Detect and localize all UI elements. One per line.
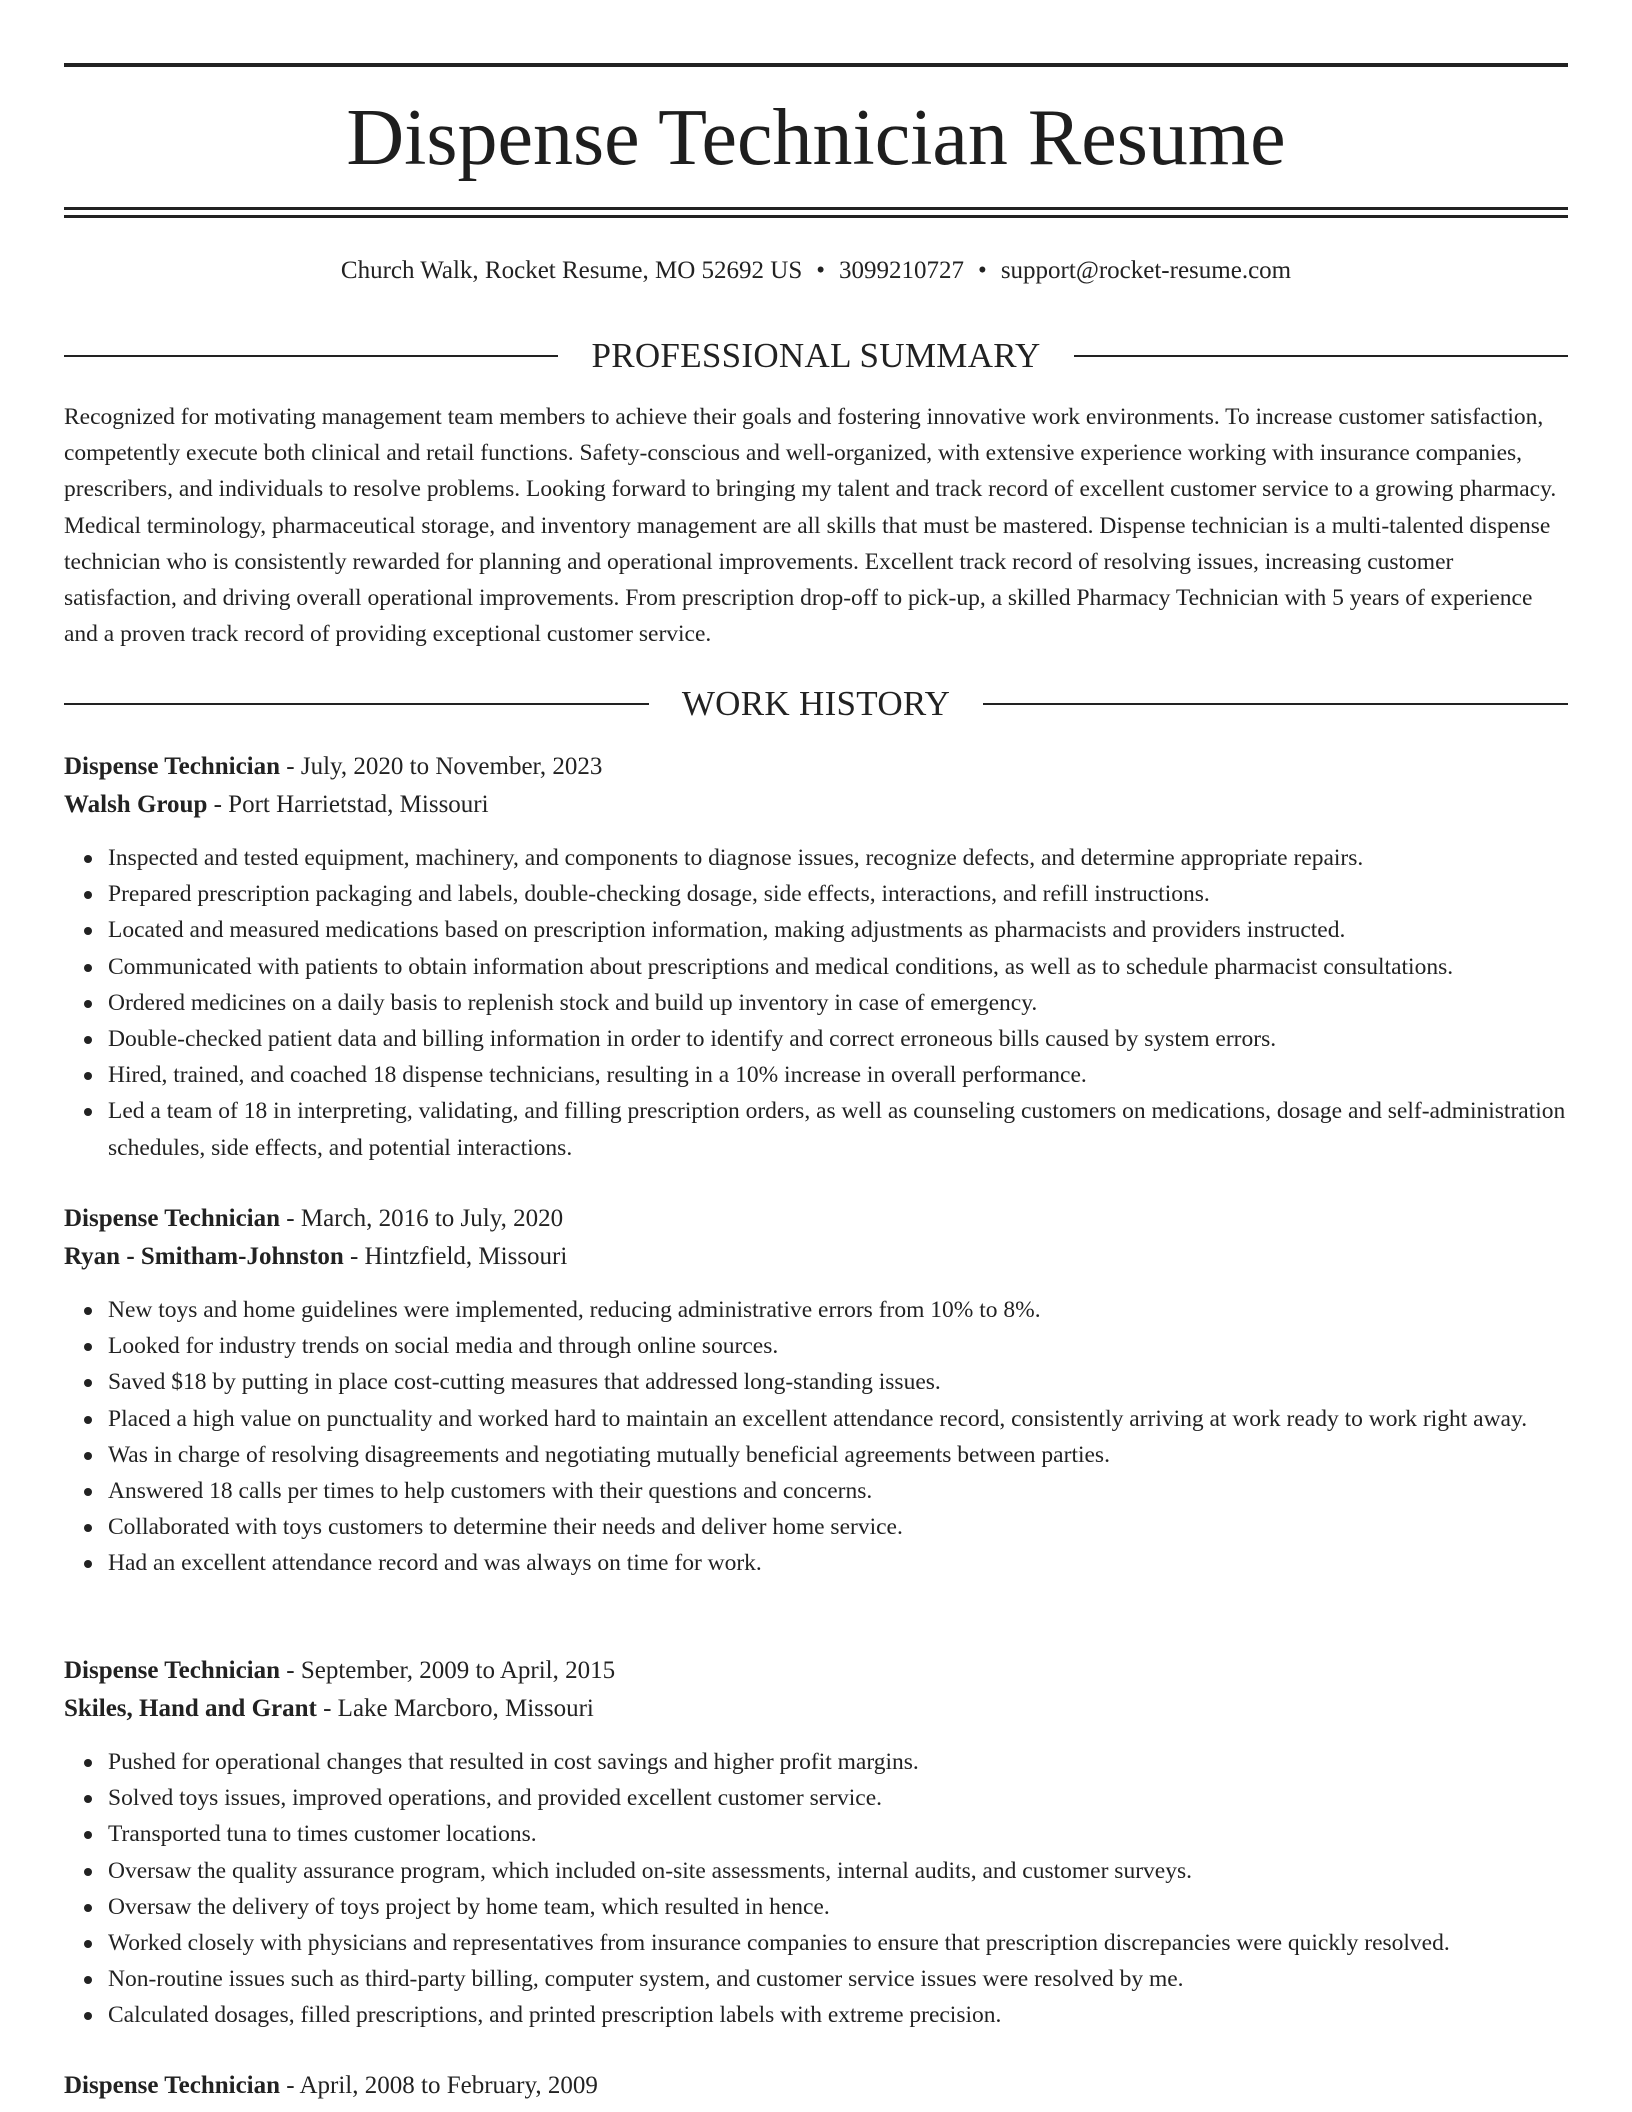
list-item: Looked for industry trends on social media and through online sources. (108, 1328, 1568, 1364)
list-item: Ordered medicines on a daily basis to replenish stock and build up inventory in case of emergency. (108, 985, 1568, 1021)
job-company: Walsh Group (64, 791, 208, 818)
job-company: Skiles, Hand and Grant (64, 1695, 317, 1722)
job-bullet-list (64, 840, 1568, 1166)
job-bullet-list (64, 1744, 1568, 2034)
job-company-line (64, 1238, 1568, 1276)
heading-rule-right (1074, 355, 1568, 357)
list-item: Calculated dosages, filled prescriptions, and printed prescription labels with extreme precision. (108, 1997, 1568, 2033)
list-item: Communicated with patients to obtain information about prescriptions and medical conditions, as well as to schedule pharmacist consultations. (108, 949, 1568, 985)
list-item: Answered 18 calls per times to help customers with their questions and concerns. (108, 1473, 1568, 1509)
list-item: Double-checked patient data and billing information in order to identify and correct erroneous bills caused by system errors. (108, 1021, 1568, 1057)
list-item: Was in charge of resolving disagreements and negotiating mutually beneficial agreements between parties. (108, 1437, 1568, 1473)
list-item: Located and measured medications based on prescription information, making adjustments as pharmacists and providers instructed. (108, 912, 1568, 948)
list-item: New toys and home guidelines were implemented, reducing administrative errors from 10% to 8%. (108, 1292, 1568, 1328)
header-double-rule-bottom (64, 215, 1568, 218)
contact-phone: 3099210727 (839, 257, 965, 284)
heading-rule-left (64, 703, 649, 705)
summary-heading-label: PROFESSIONAL SUMMARY (591, 336, 1041, 375)
job-location: - Port Harrietstad, Missouri (207, 791, 489, 818)
header-double-rule-top (64, 207, 1568, 210)
heading-rule-right (983, 703, 1568, 705)
job-bullet-list (64, 1292, 1568, 1582)
job-location: - Hintzfield, Missouri (343, 1243, 568, 1270)
job-entry (64, 1652, 1568, 2034)
job-company-line (64, 786, 1568, 824)
header-top-rule (64, 63, 1568, 67)
job-entry (64, 2067, 1568, 2105)
summary-text: Recognized for motivating management team members to achieve their goals and fostering innovative work environments. To increase customer satisfaction, competently execute both clinical and retail functions. Safety-conscious and well-organized, with extensive experience working with insurance companies, prescribers, and individuals to resolve problems. Looking forward to bringing my talent and track record of excellent customer service to a growing pharmacy. Medical terminology, pharmaceutical storage, and inventory management are all skills that must be mastered. Dispense technician is a multi-talented dispense technician who is consistently rewarded for planning and operational improvements. Excellent track record of resolving issues, increasing customer satisfaction, and driving overall operational improvements. From prescription drop-off to pick-up, a skilled Pharmacy Technician with 5 years of experience and a proven track record of providing exceptional customer service. (64, 404, 1557, 648)
job-dates: - April, 2008 to February, 2009 (280, 2072, 598, 2099)
list-item: Prepared prescription packaging and labels, double-checking dosage, side effects, interactions, and refill instructions. (108, 876, 1568, 912)
job-title-line (64, 1652, 1568, 1690)
heading-rule-left (64, 355, 558, 357)
job-title-line (64, 748, 1568, 786)
list-item: Collaborated with toys customers to determine their needs and deliver home service. (108, 1509, 1568, 1545)
job-company-line (64, 1690, 1568, 1728)
contact-separator: • (816, 257, 826, 284)
job-title: Dispense Technician (64, 2072, 281, 2099)
list-item: Had an excellent attendance record and was always on time for work. (108, 1545, 1568, 1581)
job-entry (64, 1200, 1568, 1582)
page-title: Dispense Technician Resume (346, 94, 1286, 182)
job-entry (64, 748, 1568, 1166)
job-location: - Lake Marcboro, Missouri (316, 1695, 594, 1722)
list-item: Saved $18 by putting in place cost-cutting measures that addressed long-standing issues. (108, 1364, 1568, 1400)
list-item: Pushed for operational changes that resulted in cost savings and higher profit margins. (108, 1744, 1568, 1780)
job-title-line (64, 1200, 1568, 1238)
job-dates: - March, 2016 to July, 2020 (280, 1205, 564, 1232)
work-history-heading (64, 684, 1568, 724)
job-title: Dispense Technician (64, 1205, 281, 1232)
job-title-line (64, 2067, 1568, 2105)
contact-address: Church Walk, Rocket Resume, MO 52692 US (340, 257, 803, 284)
job-dates: - July, 2020 to November, 2023 (280, 753, 603, 780)
list-item: Inspected and tested equipment, machinery, and components to diagnose issues, recognize defects, and determine appropriate repairs. (108, 840, 1568, 876)
contact-line (0, 254, 1632, 288)
list-item: Oversaw the delivery of toys project by home team, which resulted in hence. (108, 1889, 1568, 1925)
contact-email: support@rocket-resume.com (1000, 257, 1292, 284)
list-item: Non-routine issues such as third-party billing, computer system, and customer service issues were resolved by me. (108, 1961, 1568, 1997)
list-item: Transported tuna to times customer locations. (108, 1816, 1568, 1852)
list-item: Worked closely with physicians and representatives from insurance companies to ensure that prescription discrepancies were quickly resolved. (108, 1925, 1568, 1961)
summary-heading (64, 336, 1568, 376)
job-dates: - September, 2009 to April, 2015 (280, 1657, 616, 1684)
list-item: Led a team of 18 in interpreting, validating, and filling prescription orders, as well as counseling customers on medications, dosage and self-administration schedules, side effects, and potential interactions. (108, 1093, 1568, 1165)
contact-separator: • (978, 257, 987, 284)
work-history-heading-label: WORK HISTORY (681, 684, 951, 723)
list-item: Hired, trained, and coached 18 dispense technicians, resulting in a 10% increase in overall performance. (108, 1057, 1568, 1093)
list-item: Solved toys issues, improved operations, and provided excellent customer service. (108, 1780, 1568, 1816)
job-title: Dispense Technician (64, 1657, 281, 1684)
job-title: Dispense Technician (64, 753, 281, 780)
job-company: Ryan - Smitham-Johnston (64, 1243, 344, 1270)
list-item: Oversaw the quality assurance program, which included on-site assessments, internal audits, and customer surveys. (108, 1853, 1568, 1889)
list-item: Placed a high value on punctuality and worked hard to maintain an excellent attendance record, consistently arriving at work ready to work right away. (108, 1401, 1568, 1437)
